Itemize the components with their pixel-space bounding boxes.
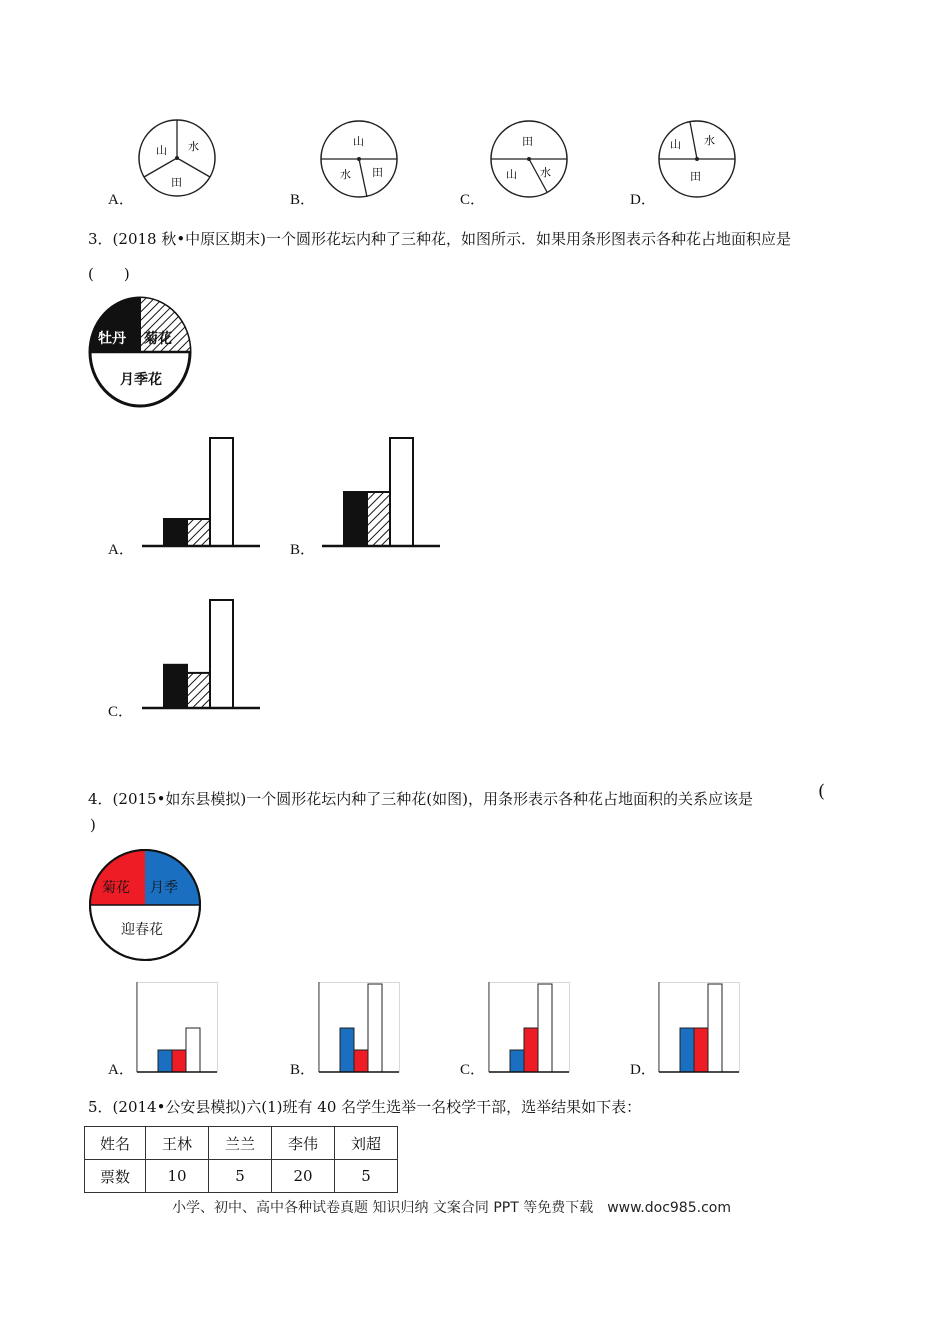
bar-rose xyxy=(210,438,233,546)
bar-peony xyxy=(164,519,187,546)
q4-bar-chart-a xyxy=(136,980,218,1076)
table-cell: 姓名 xyxy=(85,1127,146,1160)
pie-label: 田 xyxy=(522,135,533,148)
q5-stem: 5．(2014•公安县模拟)六(1)班有 40 名学生选举一名校学干部，选举结果如下表： xyxy=(88,1098,642,1116)
table-cell: 王林 xyxy=(146,1127,209,1160)
table-cell: 20 xyxy=(272,1160,335,1193)
vote-table xyxy=(84,1126,398,1193)
table-cell: 10 xyxy=(146,1160,209,1193)
bar-red xyxy=(354,1050,368,1072)
pie-label: 菊花 xyxy=(144,331,172,347)
pie-label: 山 xyxy=(353,135,364,148)
bar-chrysanthemum xyxy=(187,673,210,708)
q3-flower-pie xyxy=(88,296,194,410)
option-label: C． xyxy=(460,1062,486,1078)
q2-option-c[interactable] xyxy=(460,120,580,210)
q4-flower-pie xyxy=(88,848,202,962)
q2-option-b[interactable] xyxy=(290,120,410,210)
q2-pie-c xyxy=(488,120,570,200)
q4-stem: 4．(2015•如东县模拟)一个圆形花坛内种了三种花(如图)，用条形表示各种花占地面积的关系应该是 xyxy=(88,790,753,808)
q4-option-b[interactable] xyxy=(290,980,400,1080)
pie-label: 田 xyxy=(372,166,383,179)
q3-bar-chart-a xyxy=(138,430,268,552)
q4-bar-chart-d xyxy=(658,980,740,1076)
bar-peony xyxy=(344,492,367,546)
page-footer: 小学、初中、高中各种试卷真题 知识归纳 文案合同 PPT 等免费下载 www.doc985.com xyxy=(172,1200,731,1216)
table-row xyxy=(85,1160,398,1193)
q2-pie-b xyxy=(318,120,400,200)
option-label: C． xyxy=(108,704,134,720)
q2-option-d[interactable] xyxy=(630,120,750,210)
q3-option-b[interactable] xyxy=(290,430,450,560)
q2-pie-a xyxy=(136,118,218,198)
table-cell: 5 xyxy=(335,1160,398,1193)
table-cell: 刘超 xyxy=(335,1127,398,1160)
q4-option-d[interactable] xyxy=(630,980,750,1080)
pie-label: 山 xyxy=(670,138,681,151)
q3-bar-chart-c xyxy=(138,592,268,714)
bar-peony xyxy=(164,665,187,708)
pie-label: 水 xyxy=(340,168,351,181)
pie-label: 月季 xyxy=(150,880,178,896)
bar-red xyxy=(172,1050,186,1072)
option-label: A． xyxy=(108,1062,134,1078)
pie-label: 田 xyxy=(690,170,701,183)
pie-label: 山 xyxy=(506,168,517,181)
bar-blue xyxy=(510,1050,524,1072)
pie-label: 山 xyxy=(156,144,167,157)
pie-label: 迎春花 xyxy=(121,922,163,938)
table-cell: 兰兰 xyxy=(209,1127,272,1160)
q3-option-a[interactable] xyxy=(108,430,268,560)
bar-blue xyxy=(340,1028,354,1072)
pie-label: 水 xyxy=(188,140,199,153)
bar-white xyxy=(708,984,722,1072)
option-label: D． xyxy=(630,1062,656,1078)
bar-blue xyxy=(158,1050,172,1072)
q4-paren-open: ( xyxy=(818,781,826,802)
q4-bar-chart-b xyxy=(318,980,400,1076)
pie-label: 田 xyxy=(171,176,182,189)
pie-label: 月季花 xyxy=(120,372,162,388)
q4-bar-chart-c xyxy=(488,980,570,1076)
option-label: A． xyxy=(108,542,134,558)
option-label: D． xyxy=(630,192,656,208)
bar-white xyxy=(186,1028,200,1072)
bar-white xyxy=(368,984,382,1072)
q3-answer-blank: ( ) xyxy=(88,265,130,283)
option-label: B． xyxy=(290,192,316,208)
pie-label: 菊花 xyxy=(102,880,130,896)
pie-label: 水 xyxy=(704,134,715,147)
q3-stem: 3．(2018 秋•中原区期末)一个圆形花坛内种了三种花，如图所示．如果用条形图表示各种花占地面积应是 xyxy=(88,230,792,248)
table-row xyxy=(85,1127,398,1160)
table-cell: 票数 xyxy=(85,1160,146,1193)
option-label: A． xyxy=(108,192,134,208)
pie-label: 牡丹 xyxy=(98,331,126,347)
bar-rose xyxy=(210,600,233,708)
bar-chrysanthemum xyxy=(187,519,210,546)
q4-paren-close: ) xyxy=(90,816,96,834)
pie-label: 水 xyxy=(540,166,551,179)
bar-red xyxy=(694,1028,708,1072)
q3-option-c[interactable] xyxy=(108,592,268,722)
q2-option-a[interactable] xyxy=(108,118,228,208)
bar-chrysanthemum xyxy=(367,492,390,546)
q4-option-c[interactable] xyxy=(460,980,570,1080)
q2-pie-d xyxy=(656,120,738,200)
option-label: B． xyxy=(290,542,316,558)
bar-red xyxy=(524,1028,538,1072)
bar-blue xyxy=(680,1028,694,1072)
option-label: B． xyxy=(290,1062,316,1078)
table-cell: 5 xyxy=(209,1160,272,1193)
option-label: C． xyxy=(460,192,486,208)
q3-bar-chart-b xyxy=(318,430,448,552)
bar-white xyxy=(538,984,552,1072)
bar-rose xyxy=(390,438,413,546)
table-cell: 李伟 xyxy=(272,1127,335,1160)
q4-option-a[interactable] xyxy=(108,980,218,1080)
